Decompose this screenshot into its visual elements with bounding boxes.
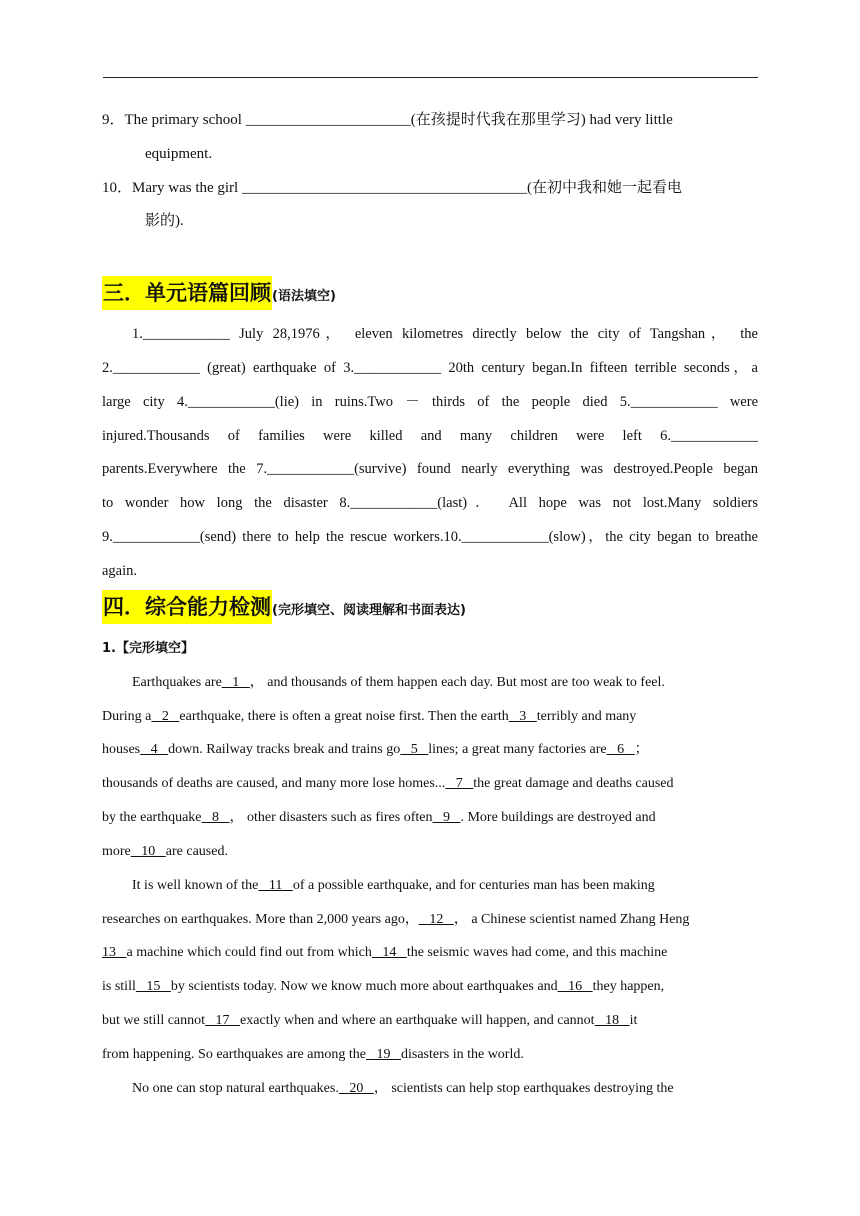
section-4-heading [102, 590, 466, 624]
cloze-text: the seismic waves had come, and this machine [406, 945, 668, 960]
cloze-text: ； [634, 742, 649, 757]
header-rule [103, 77, 758, 78]
cloze-blank: 7 [445, 776, 474, 791]
grammar-passage-line: 9.____________(send) there to help the rescue workers.10.____________(slow)，the city began to breathe [102, 529, 758, 545]
cloze-blank: 10 [130, 844, 166, 859]
cloze-passage-line [102, 707, 636, 727]
cloze-text: ， and thousands of them happen each day. But most are too weak to feel. [249, 675, 665, 690]
cloze-passage-line [102, 943, 667, 963]
cloze-text: is still [102, 979, 136, 994]
cloze-text: During a [102, 709, 152, 724]
cloze-passage-line [102, 1011, 637, 1031]
cloze-text: by scientists today. Now we know much more about earthquakes and [170, 979, 558, 994]
cloze-text: down. Railway tracks break and trains go [168, 742, 401, 757]
cloze-passage-line [132, 1079, 674, 1099]
cloze-text: the great damage and deaths caused [473, 776, 674, 791]
cloze-text: thousands of deaths are caused, and many more lose homes... [102, 776, 446, 791]
grammar-passage-line: 1.____________ July 28,1976， eleven kilometres directly below the city of Tangshan， the [132, 326, 758, 342]
cloze-passage-line [102, 1045, 524, 1065]
grammar-passage-line: again. [102, 563, 138, 579]
cloze-text: ， scientists can help stop earthquakes destroying the [373, 1081, 674, 1096]
cloze-text: it [629, 1013, 638, 1028]
cloze-blank: 15 [135, 979, 171, 994]
cloze-passage-line [102, 808, 656, 828]
cloze-text: exactly when and where an earthquake will happen, and cannot [240, 1013, 595, 1028]
cloze-blank: 4 [140, 742, 169, 757]
cloze-text: of a possible earthquake, and for centuries man has been making [292, 878, 655, 893]
cloze-text: more [102, 844, 131, 859]
cloze-blank: 19 [365, 1047, 401, 1062]
cloze-blank: 13 [102, 945, 116, 960]
cloze-blank: 8 [201, 810, 230, 825]
cloze-text: earthquake, there is often a great noise first. Then the earth [179, 709, 509, 724]
section-3-heading [102, 276, 336, 310]
cloze-blank: 16 [557, 979, 593, 994]
cloze-passage-line [102, 842, 228, 862]
cloze-passage-line [102, 910, 689, 930]
cloze-passage-line [102, 740, 649, 760]
cloze-passage-line [102, 774, 673, 794]
cloze-text: researches on earthquakes. More than 2,000 years ago， [102, 912, 419, 927]
cloze-text: Earthquakes are [132, 675, 222, 690]
grammar-passage-line: large city 4.____________(lie) in ruins.Two － thirds of the people died 5.____________ were [102, 394, 758, 410]
cloze-blank: 9 [432, 810, 461, 825]
question-9-line2: equipment. [145, 146, 213, 162]
cloze-text: are caused. [165, 844, 228, 859]
cloze-text: houses [102, 742, 141, 757]
cloze-subheading: 1.【完形填空】 [102, 641, 194, 656]
cloze-blank: 2 [151, 709, 180, 724]
cloze-blank [116, 945, 127, 960]
section-4-title: 四．综合能力检测 [102, 590, 272, 624]
cloze-text: . More buildings are destroyed and [460, 810, 656, 825]
cloze-passage-line [102, 977, 664, 997]
cloze-blank: 17 [205, 1013, 241, 1028]
cloze-blank: 6 [606, 742, 635, 757]
question-10-line1: 10．Mary was the girl ______________________________________(在初中我和她一起看电 [102, 180, 682, 196]
grammar-passage-line: 2.____________ (great) earthquake of 3.____________ 20th century began.In fifteen terrible seconds，a [102, 360, 758, 376]
question-9-line1: 9．The primary school ______________________(在孩提时代我在那里学习) had very little [102, 112, 673, 128]
cloze-text: a machine which could find out from which [126, 945, 372, 960]
cloze-text: from happening. So earthquakes are among the [102, 1047, 366, 1062]
cloze-passage-line [132, 673, 665, 693]
cloze-blank: 5 [400, 742, 429, 757]
cloze-text: It is well known of the [132, 878, 259, 893]
cloze-text: terribly and many [536, 709, 637, 724]
grammar-passage-line: injured.Thousands of families were killed and many children were left 6.____________ [102, 428, 758, 444]
cloze-text: but we still cannot [102, 1013, 206, 1028]
cloze-blank: 11 [258, 878, 293, 893]
cloze-text: they happen, [592, 979, 665, 994]
question-10-line2: 影的). [145, 213, 184, 229]
cloze-blank: 14 [371, 945, 407, 960]
section-3-note: (语法填空) [272, 289, 336, 304]
cloze-text: No one can stop natural earthquakes. [132, 1081, 339, 1096]
cloze-text: lines; a great many factories are [428, 742, 607, 757]
cloze-blank: 18 [594, 1013, 630, 1028]
section-3-title: 三．单元语篇回顾 [102, 276, 272, 310]
cloze-text: by the earthquake [102, 810, 202, 825]
grammar-passage-line: parents.Everywhere the 7.____________(survive) found nearly everything was destroyed.People began [102, 461, 758, 477]
cloze-text: ， a Chinese scientist named Zhang Heng [453, 912, 690, 927]
cloze-text: ， other disasters such as fires often [229, 810, 433, 825]
cloze-blank: 1 [221, 675, 250, 690]
cloze-passage-line [132, 876, 655, 896]
cloze-blank: 20 [338, 1081, 374, 1096]
cloze-blank: 3 [508, 709, 537, 724]
grammar-passage-line: to wonder how long the disaster 8.____________(last)． All hope was not lost.Many soldiers [102, 495, 758, 511]
cloze-blank: 12 [418, 912, 454, 927]
section-4-note: (完形填空、阅读理解和书面表达) [272, 603, 466, 618]
cloze-text: disasters in the world. [400, 1047, 524, 1062]
